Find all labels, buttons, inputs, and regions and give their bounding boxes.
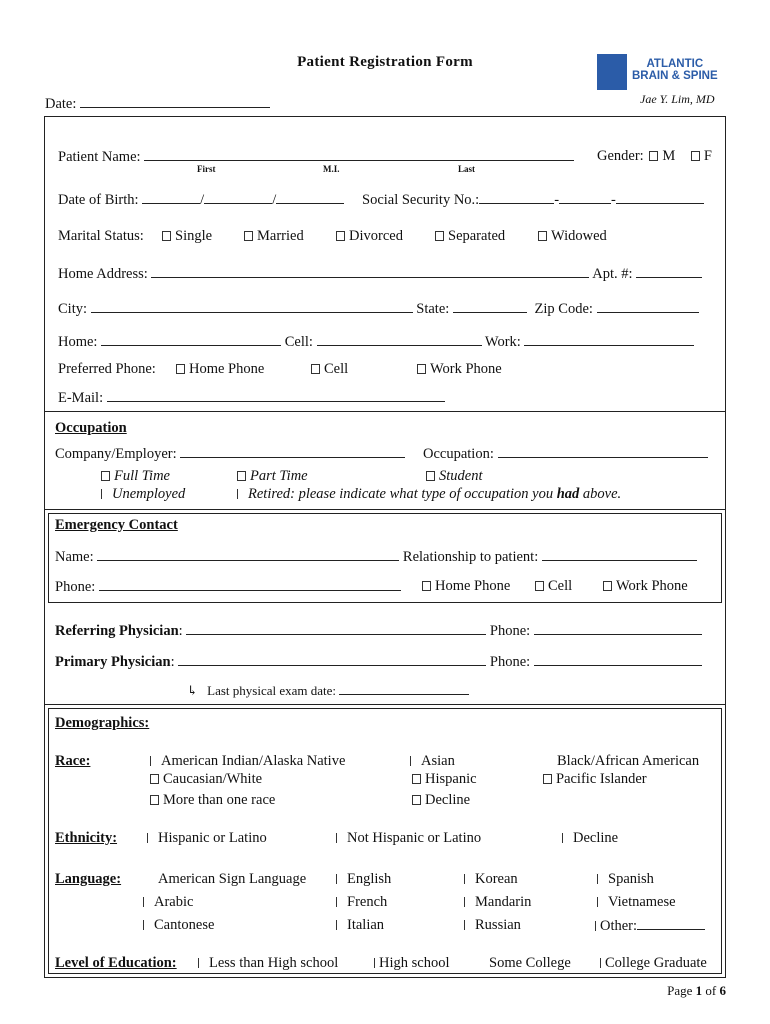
referring-field[interactable] — [186, 622, 486, 635]
pref-work-label: Work Phone — [430, 361, 502, 377]
lang-arabic — [143, 894, 193, 911]
ec-phone-label: Phone: — [55, 579, 96, 595]
ethnicity-decline-label: Decline — [573, 830, 619, 846]
last-exam-field[interactable] — [339, 684, 469, 695]
full-time-checkbox[interactable] — [101, 471, 110, 481]
race-caucasian-checkbox[interactable] — [150, 774, 159, 784]
ethnicity-not-hispanic-checkbox[interactable] — [336, 833, 337, 843]
marital-married — [244, 228, 304, 245]
ssn-part-3[interactable] — [616, 191, 704, 204]
state-label: State: — [416, 301, 450, 317]
ethnicity-hispanic-label: Hispanic or Latino — [158, 830, 267, 846]
lang-vietnamese-checkbox[interactable] — [597, 897, 598, 907]
lang-russian-label: Russian — [475, 917, 521, 933]
lang-russian — [464, 917, 521, 934]
race-more-label: More than one race — [163, 792, 276, 808]
company-label: Company/Employer: — [55, 446, 177, 462]
email-field[interactable] — [107, 389, 445, 402]
race-asian — [410, 753, 455, 770]
address-field[interactable] — [151, 265, 589, 278]
race-label: Race: — [55, 753, 91, 769]
date-row — [45, 95, 270, 113]
ec-phone-row — [55, 578, 401, 596]
lang-other-label: Other: — [600, 918, 638, 934]
full-time-label: Full Time — [114, 468, 170, 484]
marital-divorced — [336, 228, 403, 245]
patient-name-row — [58, 148, 574, 166]
ec-home-label: Home Phone — [435, 578, 511, 594]
lang-french — [336, 894, 387, 911]
dob-day-field[interactable] — [204, 191, 272, 204]
student-checkbox[interactable] — [426, 471, 435, 481]
marital-married-label: Married — [257, 228, 304, 244]
company-row — [55, 445, 405, 463]
marital-label: Marital Status: — [58, 228, 144, 244]
ec-cell-option — [535, 578, 572, 595]
student-option — [426, 468, 483, 485]
race-pacific-label: Pacific Islander — [556, 771, 647, 787]
ethnicity-label: Ethnicity: — [55, 830, 118, 846]
marital-widowed — [538, 228, 607, 245]
lang-arabic-label: Arabic — [154, 894, 194, 910]
pref-home — [176, 361, 264, 378]
full-time-option — [101, 468, 170, 485]
ec-work-checkbox[interactable] — [603, 581, 612, 591]
ethnicity-not-hispanic-label: Not Hispanic or Latino — [347, 830, 482, 846]
dob-row: Date of Birth: / / — [58, 191, 344, 209]
pref-work — [417, 361, 502, 378]
page-word: Page — [667, 983, 693, 998]
ethnicity-hispanic — [147, 830, 267, 847]
email-label: E-Mail: — [58, 390, 104, 406]
ec-work-option — [603, 578, 688, 595]
lang-arabic-checkbox[interactable] — [143, 897, 144, 907]
marital-single-checkbox[interactable] — [162, 231, 171, 241]
primary-colon: : — [170, 654, 175, 670]
pref-home-label: Home Phone — [189, 361, 265, 377]
zip-label: Zip Code: — [534, 301, 593, 317]
ec-relationship-label: Relationship to patient: — [402, 549, 539, 565]
practice-logo — [597, 54, 727, 90]
email-row — [58, 389, 445, 407]
gender-m-checkbox[interactable] — [649, 151, 658, 161]
last-exam-row — [187, 683, 469, 699]
race-more-checkbox[interactable] — [150, 795, 159, 805]
marital-separated-label: Separated — [448, 228, 506, 244]
race-asian-checkbox[interactable] — [410, 756, 411, 766]
edu-less-than-hs — [198, 955, 338, 972]
lang-italian-checkbox[interactable] — [336, 920, 337, 930]
state-field[interactable] — [453, 300, 527, 313]
occupation-label: Occupation: — [423, 446, 494, 462]
edu-college-grad-checkbox[interactable] — [600, 958, 601, 968]
city-row — [58, 300, 699, 318]
lang-italian — [336, 917, 384, 934]
occupation-heading: Occupation — [55, 420, 127, 436]
race-caucasian-label: Caucasian/White — [163, 771, 263, 787]
lang-spanish-label: Spanish — [608, 871, 654, 887]
primary-field[interactable] — [178, 653, 486, 666]
marital-divorced-label: Divorced — [349, 228, 403, 244]
edu-less-than-hs-label: Less than High school — [209, 955, 339, 971]
lang-asl — [158, 871, 306, 888]
gender-f-label: F — [703, 148, 712, 164]
lang-asl-label: American Sign Language — [158, 871, 307, 887]
ec-work-label: Work Phone — [616, 578, 688, 594]
ethnicity-decline — [562, 830, 618, 847]
preferred-phone-label: Preferred Phone: — [58, 361, 156, 377]
marital-separated-checkbox[interactable] — [435, 231, 444, 241]
ec-home-checkbox[interactable] — [422, 581, 431, 591]
work-phone-label: Work: — [484, 334, 521, 350]
work-phone-field[interactable] — [524, 333, 694, 346]
marital-divorced-checkbox[interactable] — [336, 231, 345, 241]
phones-row — [58, 333, 694, 351]
referring-colon: : — [178, 623, 183, 639]
edu-some-college-label: Some College — [489, 955, 571, 971]
first-caption: First — [197, 164, 216, 174]
student-label: Student — [439, 468, 483, 484]
edu-college-grad-label: College Graduate — [605, 955, 707, 971]
page-total: 6 — [719, 983, 726, 998]
edu-some-college — [489, 955, 571, 972]
lang-vietnamese — [597, 894, 676, 911]
ssn-part-2[interactable] — [559, 191, 611, 204]
doctor-name: Jae Y. Lim, MD — [640, 92, 715, 106]
logo-line-1: ATLANTIC — [646, 58, 704, 70]
dob-label: Date of Birth: — [58, 192, 139, 208]
referring-row — [55, 622, 702, 640]
lang-spanish-checkbox[interactable] — [597, 874, 598, 884]
lang-mandarin-checkbox[interactable] — [464, 897, 465, 907]
pref-work-checkbox[interactable] — [417, 364, 426, 374]
logo-line-2: BRAIN & SPINE — [632, 70, 718, 82]
ssn-label: Social Security No.: — [362, 192, 480, 208]
lang-spanish — [597, 871, 654, 888]
ec-relationship-field[interactable] — [542, 548, 697, 561]
marital-separated — [435, 228, 505, 245]
dob-year-field[interactable] — [276, 191, 344, 204]
pref-cell — [311, 361, 348, 378]
ec-cell-label: Cell — [548, 578, 573, 594]
edu-high-school — [374, 955, 449, 972]
education-label: Level of Education: — [55, 955, 177, 971]
edu-college-grad — [600, 955, 707, 972]
primary-row — [55, 653, 702, 671]
emergency-heading: Emergency Contact — [55, 517, 178, 533]
race-caucasian — [150, 771, 262, 788]
referring-label: Referring Physician — [55, 623, 179, 639]
referring-phone-label: Phone: — [489, 623, 531, 639]
city-label: City: — [58, 301, 88, 317]
pref-home-checkbox[interactable] — [176, 364, 185, 374]
lang-korean-label: Korean — [475, 871, 518, 887]
race-american-indian-label: American Indian/Alaska Native — [161, 753, 346, 769]
lang-cantonese — [143, 917, 214, 934]
race-pacific — [543, 771, 647, 788]
lang-other-field[interactable] — [637, 917, 705, 930]
lang-french-checkbox[interactable] — [336, 897, 337, 907]
lang-cantonese-checkbox[interactable] — [143, 920, 144, 930]
race-decline-checkbox[interactable] — [412, 795, 421, 805]
lang-other-checkbox[interactable] — [595, 921, 596, 931]
lang-french-label: French — [347, 894, 388, 910]
race-american-indian — [150, 753, 345, 770]
lang-english-checkbox[interactable] — [336, 874, 337, 884]
patient-name-label: Patient Name: — [58, 149, 141, 165]
race-asian-label: Asian — [421, 753, 455, 769]
ec-name-field[interactable] — [97, 548, 399, 561]
ec-name-row — [55, 548, 697, 566]
zip-field[interactable] — [597, 300, 699, 313]
race-more — [150, 792, 275, 809]
lang-italian-label: Italian — [347, 917, 385, 933]
race-hispanic-checkbox[interactable] — [412, 774, 421, 784]
date-label: Date: — [45, 96, 77, 112]
address-label: Home Address: — [58, 266, 148, 282]
gender-label: Gender: — [597, 148, 644, 164]
cell-phone-field[interactable] — [317, 333, 482, 346]
lang-mandarin-label: Mandarin — [475, 894, 532, 910]
last-exam-label: Last physical exam date: — [207, 683, 337, 698]
address-row — [58, 265, 702, 283]
edu-less-than-hs-checkbox[interactable] — [198, 958, 199, 968]
pref-cell-checkbox[interactable] — [311, 364, 320, 374]
retired-above: above. — [582, 486, 622, 502]
gender-m-label: M — [662, 148, 676, 164]
patient-name-field[interactable] — [144, 148, 574, 161]
mi-caption: M.I. — [323, 164, 340, 174]
home-phone-field[interactable] — [101, 333, 281, 346]
part-time-label: Part Time — [250, 468, 308, 484]
primary-label: Primary Physician — [55, 654, 171, 670]
page-number — [667, 983, 726, 999]
race-american-indian-checkbox[interactable] — [150, 756, 151, 766]
ethnicity-hispanic-checkbox[interactable] — [147, 833, 148, 843]
spine-logo-icon — [597, 54, 627, 90]
page-current: 1 — [695, 983, 703, 998]
ssn-part-1[interactable] — [479, 191, 554, 204]
arrow-icon: ↳ — [187, 683, 198, 698]
apt-label: Apt. #: — [592, 266, 633, 282]
ethnicity-not-hispanic — [336, 830, 481, 847]
page-of: of — [705, 983, 717, 998]
lang-other — [595, 917, 705, 935]
unemployed-checkbox[interactable] — [101, 489, 102, 499]
unemployed-option — [101, 486, 185, 503]
demographics-heading: Demographics: — [55, 715, 150, 731]
marital-widowed-label: Widowed — [551, 228, 607, 244]
referring-phone-field[interactable] — [534, 622, 702, 635]
ec-name-label: Name: — [55, 549, 94, 565]
apt-field[interactable] — [636, 265, 702, 278]
gender-row — [597, 148, 712, 165]
retired-option — [237, 486, 621, 503]
lang-russian-checkbox[interactable] — [464, 920, 465, 930]
race-black-label: Black/African American — [557, 753, 700, 769]
ethnicity-decline-checkbox[interactable] — [562, 833, 563, 843]
race-black — [557, 753, 699, 770]
last-caption: Last — [458, 164, 476, 174]
lang-english-label: English — [347, 871, 392, 887]
part-time-option — [237, 468, 308, 485]
retired-had: had — [556, 486, 580, 502]
cell-phone-label: Cell: — [284, 334, 313, 350]
ec-home-option — [422, 578, 510, 595]
marital-married-checkbox[interactable] — [244, 231, 253, 241]
lang-mandarin — [464, 894, 531, 911]
dob-month-field[interactable] — [142, 191, 200, 204]
city-field[interactable] — [91, 300, 413, 313]
marital-widowed-checkbox[interactable] — [538, 231, 547, 241]
edu-high-school-checkbox[interactable] — [374, 958, 375, 968]
language-label: Language: — [55, 871, 122, 887]
race-decline — [412, 792, 470, 809]
home-phone-label: Home: — [58, 334, 98, 350]
occupation-field[interactable] — [498, 445, 708, 458]
marital-single-label: Single — [175, 228, 213, 244]
part-time-checkbox[interactable] — [237, 471, 246, 481]
ssn-row: Social Security No.: - - — [362, 191, 704, 209]
occupation-row — [423, 445, 708, 463]
lang-korean-checkbox[interactable] — [464, 874, 465, 884]
race-hispanic-label: Hispanic — [425, 771, 477, 787]
primary-phone-label: Phone: — [489, 654, 531, 670]
race-hispanic — [412, 771, 477, 788]
ec-cell-checkbox[interactable] — [535, 581, 544, 591]
lang-korean — [464, 871, 518, 888]
retired-checkbox[interactable] — [237, 489, 238, 499]
retired-label: Retired: please indicate what type of occupation you — [248, 486, 554, 502]
unemployed-label: Unemployed — [112, 486, 186, 502]
primary-phone-field[interactable] — [534, 653, 702, 666]
date-field[interactable] — [80, 95, 270, 108]
lang-english — [336, 871, 391, 888]
pref-cell-label: Cell — [324, 361, 349, 377]
ec-phone-field[interactable] — [99, 578, 401, 591]
company-field[interactable] — [180, 445, 405, 458]
lang-cantonese-label: Cantonese — [154, 917, 215, 933]
gender-f-checkbox[interactable] — [691, 151, 700, 161]
edu-high-school-label: High school — [379, 955, 450, 971]
lang-vietnamese-label: Vietnamese — [608, 894, 676, 910]
page-title: Patient Registration Form — [297, 54, 473, 70]
marital-single — [162, 228, 212, 245]
race-decline-label: Decline — [425, 792, 471, 808]
race-pacific-checkbox[interactable] — [543, 774, 552, 784]
